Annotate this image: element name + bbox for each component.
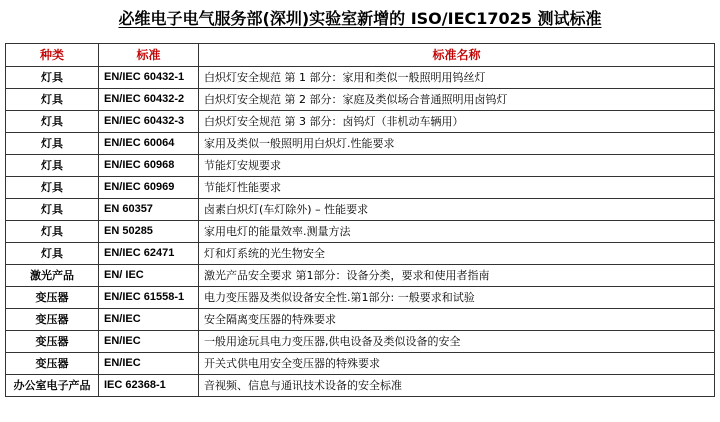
table-row	[6, 177, 715, 199]
standard-name-cell: 白炽灯安全规范 第 2 部分：家庭及类似场合普通照明用卤钨灯	[199, 89, 715, 111]
category-cell: 灯具	[6, 155, 99, 177]
standard-name-cell: 白炽灯安全规范 第 1 部分：家用和类似一般照明用钨丝灯	[199, 67, 715, 89]
category-cell: 灯具	[6, 89, 99, 111]
category-cell: 变压器	[6, 331, 99, 353]
standard-code-cell: EN/IEC 61558-1	[99, 287, 199, 309]
standard-code-cell: EN/IEC 62471	[99, 243, 199, 265]
table-header-row	[6, 44, 715, 67]
category-cell: 变压器	[6, 309, 99, 331]
table-row	[6, 309, 715, 331]
category-cell: 变压器	[6, 353, 99, 375]
table-row	[6, 111, 715, 133]
column-header-standard-name: 标准名称	[199, 44, 715, 67]
standard-name-cell: 家用及类似一般照明用白炽灯.性能要求	[199, 133, 715, 155]
category-cell: 变压器	[6, 287, 99, 309]
category-cell: 办公室电子产品	[6, 375, 99, 397]
standard-code-cell: EN/IEC 60064	[99, 133, 199, 155]
standard-code-cell: EN/IEC	[99, 353, 199, 375]
table-row	[6, 353, 715, 375]
standard-name-cell: 节能灯安规要求	[199, 155, 715, 177]
category-cell: 灯具	[6, 221, 99, 243]
standard-code-cell: EN/IEC	[99, 309, 199, 331]
standard-code-cell: EN 60357	[99, 199, 199, 221]
category-cell: 灯具	[6, 133, 99, 155]
standard-name-cell: 音视频、信息与通讯技术设备的安全标准	[199, 375, 715, 397]
standard-code-cell: IEC 62368-1	[99, 375, 199, 397]
table-row	[6, 243, 715, 265]
category-cell: 灯具	[6, 67, 99, 89]
standard-name-cell: 开关式供电用安全变压器的特殊要求	[199, 353, 715, 375]
standard-name-cell: 家用电灯的能量效率.测量方法	[199, 221, 715, 243]
standard-name-cell: 电力变压器及类似设备安全性.第1部分: 一般要求和试验	[199, 287, 715, 309]
table-row	[6, 67, 715, 89]
standard-name-cell: 一般用途玩具电力变压器,供电设备及类似设备的安全	[199, 331, 715, 353]
table-row	[6, 199, 715, 221]
category-cell: 灯具	[6, 111, 99, 133]
standard-code-cell: EN/IEC 60432-1	[99, 67, 199, 89]
standard-name-cell: 激光产品安全要求 第1部分：设备分类，要求和使用者指南	[199, 265, 715, 287]
page-title: 必维电子电气服务部(深圳)实验室新增的 ISO/IEC17025 测试标准	[118, 9, 602, 28]
standard-code-cell: EN/IEC 60968	[99, 155, 199, 177]
category-cell: 灯具	[6, 177, 99, 199]
standard-name-cell: 白炽灯安全规范 第 3 部分：卤钨灯（非机动车辆用）	[199, 111, 715, 133]
standard-code-cell: EN/IEC 60432-2	[99, 89, 199, 111]
standard-code-cell: EN/IEC 60432-3	[99, 111, 199, 133]
standard-name-cell: 安全隔离变压器的特殊要求	[199, 309, 715, 331]
standard-name-cell: 卤素白炽灯(车灯除外) – 性能要求	[199, 199, 715, 221]
category-cell: 灯具	[6, 243, 99, 265]
standard-code-cell: EN/IEC	[99, 331, 199, 353]
table-row	[6, 155, 715, 177]
standard-code-cell: EN 50285	[99, 221, 199, 243]
table-row	[6, 331, 715, 353]
column-header-standard: 标准	[99, 44, 199, 67]
category-cell: 灯具	[6, 199, 99, 221]
table-row	[6, 375, 715, 397]
standard-name-cell: 灯和灯系统的光生物安全	[199, 243, 715, 265]
column-header-category: 种类	[6, 44, 99, 67]
standard-code-cell: EN/IEC 60969	[99, 177, 199, 199]
standards-table	[5, 43, 715, 397]
standard-name-cell: 节能灯性能要求	[199, 177, 715, 199]
category-cell: 激光产品	[6, 265, 99, 287]
table-row	[6, 133, 715, 155]
table-row	[6, 89, 715, 111]
table-row	[6, 287, 715, 309]
table-row	[6, 221, 715, 243]
table-row	[6, 265, 715, 287]
standard-code-cell: EN/ IEC	[99, 265, 199, 287]
